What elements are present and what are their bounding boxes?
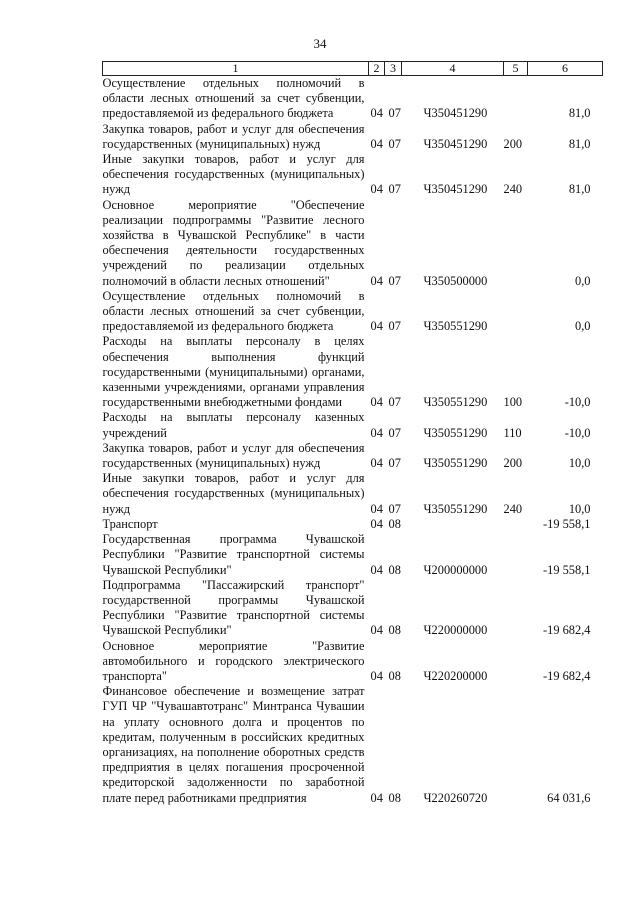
row-subsection-code: 07 [388,273,401,288]
table-row [103,198,603,289]
row-target-article: Ч350551290 [423,456,488,471]
row-target-article: Ч350500000 [423,273,488,288]
row-amount: -19 682,4 [543,623,591,638]
row-subsection-code: 08 [388,516,401,531]
row-name: Подпрограмма "Пассажирский транспорт" государственной программы Чувашской Республики "Развитие транспортной системы Чувашской Республики" [102,577,365,638]
table-row [103,334,603,410]
table-body [103,76,603,806]
row-target-article: Ч200000000 [423,562,488,577]
row-target-article: Ч350451290 [423,106,488,121]
row-section-code: 04 [370,516,383,531]
table-row [103,639,603,685]
row-expense-type [504,684,528,806]
row-name: Основное мероприятие "Развитие автомобильного и городского электрического транспорта" [102,638,365,683]
row-section-code: 04 [370,319,383,334]
row-amount: 10,0 [568,501,591,516]
row-expense-type: 200 [503,456,523,471]
row-expense-type [504,517,528,532]
row-section-code: 04 [370,425,383,440]
row-section-code: 04 [370,136,383,151]
row-name: Основное мероприятие "Обеспечение реализации подпрограммы "Развитие лесного хозяйства в Чувашской Республике" в части обеспечения деятельности государственных учреждений по реализации отдельных полномочий в области лесных отношений" [102,197,365,288]
row-subsection-code: 07 [388,395,401,410]
row-name: Осуществление отдельных полномочий в области лесных отношений за счет субвенции, предоставляемой из федерального бюджета [102,288,365,334]
row-name: Иные закупки товаров, работ и услуг для обеспечения государственных (муниципальных) нужд [102,471,365,516]
table-row [103,578,603,639]
table-row [103,684,603,806]
row-expense-type [504,639,528,685]
row-target-article: Ч220000000 [423,623,488,638]
row-section-code: 04 [370,456,383,471]
row-section-code: 04 [370,562,383,577]
row-name: Закупка товаров, работ и услуг для обеспечения государственных (муниципальных) нужд [102,440,365,471]
row-amount: 81,0 [568,106,591,121]
row-target-article [402,517,504,532]
row-expense-type: 200 [503,136,523,151]
budget-table [102,61,603,806]
row-target-article: Ч220200000 [423,668,488,683]
row-section-code: 04 [370,395,383,410]
row-name: Осуществление отдельных полномочий в области лесных отношений за счет субвенции, предоставляемой из федерального бюджета [102,76,365,121]
row-amount: 10,0 [568,456,591,471]
row-section-code: 04 [370,106,383,121]
row-subsection-code: 07 [388,106,401,121]
row-amount: -19 558,1 [543,516,591,531]
row-subsection-code: 07 [388,425,401,440]
row-subsection-code: 08 [388,562,401,577]
row-target-article: Ч350551290 [423,395,488,410]
row-name: Государственная программа Чувашской Республики "Развитие транспортной системы Чувашской Республики" [102,532,365,577]
row-name: Расходы на выплаты персоналу казенных учреждений [102,410,365,440]
table-row [103,152,603,198]
table-row [103,532,603,578]
row-subsection-code: 08 [388,790,401,805]
row-amount: 81,0 [568,182,591,197]
table-row [103,122,603,152]
header-row [103,62,603,76]
row-expense-type [504,198,528,289]
row-subsection-code: 07 [388,456,401,471]
header-col-5: 5 [504,62,528,76]
row-expense-type [504,76,528,122]
row-amount: -19 682,4 [543,668,591,683]
row-subsection-code: 07 [388,136,401,151]
row-amount: 81,0 [568,136,591,151]
row-amount: -19 558,1 [543,562,591,577]
header-col-2: 2 [369,62,385,76]
row-subsection-code: 08 [388,623,401,638]
table-row [103,76,603,122]
row-expense-type: 110 [503,425,522,440]
row-expense-type [504,532,528,578]
row-name: Транспорт [102,516,158,531]
row-subsection-code: 07 [388,501,401,516]
table-row [103,441,603,471]
row-target-article: Ч350551290 [423,501,488,516]
row-expense-type: 240 [503,501,523,516]
row-amount: 0,0 [575,319,591,334]
table-row [103,517,603,532]
row-section-code: 04 [370,501,383,516]
header-col-3: 3 [385,62,402,76]
row-amount: 0,0 [575,273,591,288]
row-target-article: Ч350551290 [423,425,488,440]
table-header [103,62,603,76]
table-row [103,471,603,517]
row-section-code: 04 [370,668,383,683]
row-expense-type [504,578,528,639]
row-section-code: 04 [370,273,383,288]
row-expense-type: 240 [503,182,523,197]
row-name: Расходы на выплаты персоналу в целях обеспечения выполнения функций государственными (муниципальными) органами, казенными учреждениями, органами управления государственными внебюджетными фондами [102,334,365,410]
row-name: Финансовое обеспечение и возмещение затрат ГУП ЧР "Чувашавтотранс" Минтранса Чувашии на уплату основного долга и процентов по кредитам, полученным в российских кредитных организациях, на пополнение оборотных средств предприятия в целях погашения просроченной кредиторской задолженности по заработной плате перед работниками предприятия [102,684,365,805]
table-row [103,289,603,335]
row-name: Иные закупки товаров, работ и услуг для обеспечения государственных (муниципальных) нужд [102,152,365,197]
row-subsection-code: 08 [388,668,401,683]
row-expense-type [504,289,528,335]
row-amount: 64 031,6 [547,790,591,805]
row-subsection-code: 07 [388,182,401,197]
row-target-article: Ч220260720 [423,790,488,805]
row-section-code: 04 [370,790,383,805]
row-target-article: Ч350451290 [423,136,488,151]
page-number: 34 [313,36,327,51]
header-col-1: 1 [103,62,369,76]
header-col-6: 6 [528,62,603,76]
row-amount: -10,0 [564,395,591,410]
header-col-4: 4 [402,62,504,76]
row-amount: -10,0 [564,425,591,440]
row-section-code: 04 [370,182,383,197]
row-target-article: Ч350551290 [423,319,488,334]
table-row [103,410,603,440]
row-subsection-code: 07 [388,319,401,334]
row-section-code: 04 [370,623,383,638]
row-expense-type: 100 [503,395,523,410]
row-name: Закупка товаров, работ и услуг для обеспечения государственных (муниципальных) нужд [102,121,365,151]
row-target-article: Ч350451290 [423,182,488,197]
